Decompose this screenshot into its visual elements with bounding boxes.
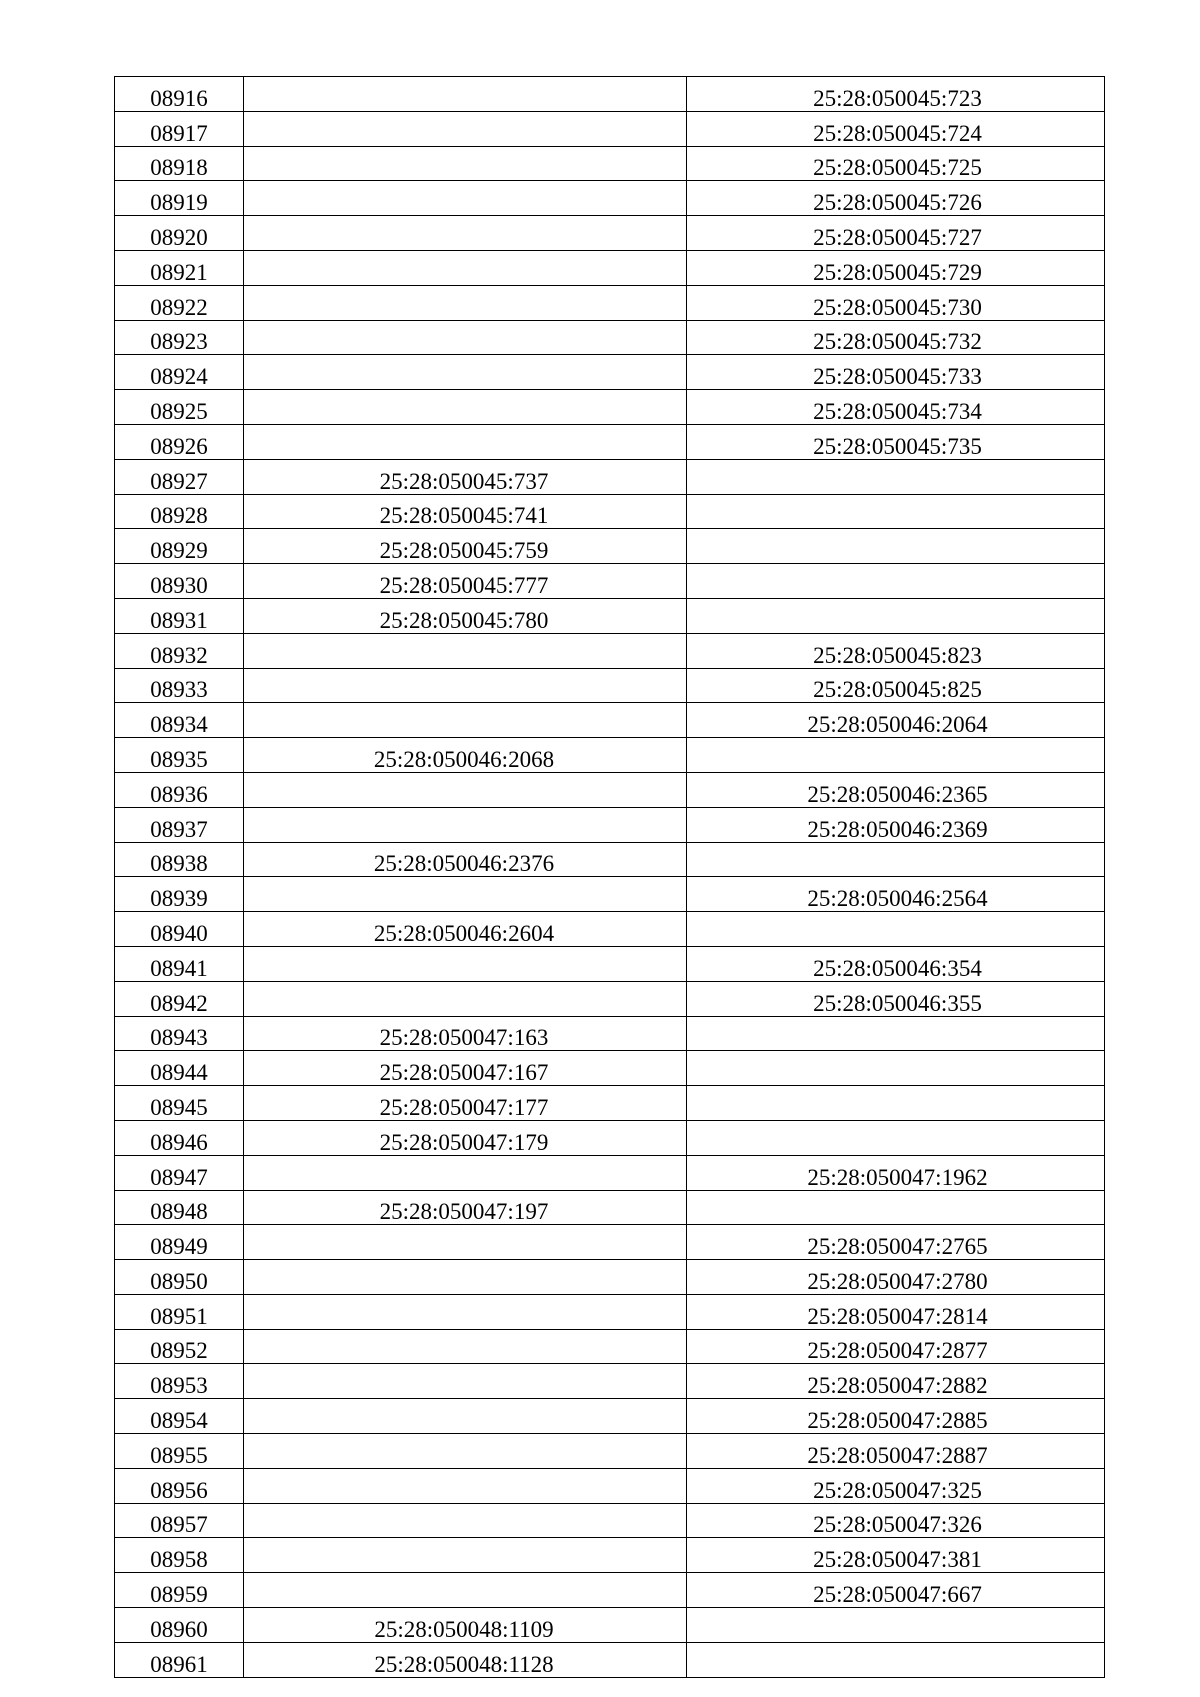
- row-number-cell: 08959: [115, 1573, 244, 1608]
- table-row: [115, 1608, 1105, 1643]
- row-number-cell: 08943: [115, 1016, 244, 1051]
- row-number-cell: 08922: [115, 285, 244, 320]
- table-row: [115, 1225, 1105, 1260]
- table-row: [115, 494, 1105, 529]
- cadastral-number-cell-b: 25:28:050047:2882: [687, 1364, 1105, 1399]
- table-row: [115, 946, 1105, 981]
- cadastral-number-cell-a: [244, 1573, 687, 1608]
- cadastral-number-cell-b: 25:28:050047:381: [687, 1538, 1105, 1573]
- cadastral-number-cell-a: [244, 946, 687, 981]
- row-number-cell: 08930: [115, 564, 244, 599]
- row-number-cell: 08932: [115, 633, 244, 668]
- table-row: [115, 772, 1105, 807]
- table-row: [115, 390, 1105, 425]
- table-row: [115, 668, 1105, 703]
- cadastral-number-cell-b: 25:28:050046:2564: [687, 877, 1105, 912]
- table-row: [115, 1503, 1105, 1538]
- cadastral-number-cell-b: [687, 1120, 1105, 1155]
- cadastral-number-cell-a: [244, 320, 687, 355]
- table-row: [115, 981, 1105, 1016]
- cadastral-number-table: [114, 76, 1105, 1678]
- table-row: [115, 1155, 1105, 1190]
- table-row: [115, 738, 1105, 773]
- cadastral-number-cell-a: [244, 1294, 687, 1329]
- cadastral-number-cell-a: [244, 216, 687, 251]
- cadastral-number-cell-b: 25:28:050046:2365: [687, 772, 1105, 807]
- row-number-cell: 08956: [115, 1468, 244, 1503]
- row-number-cell: 08938: [115, 842, 244, 877]
- row-number-cell: 08946: [115, 1120, 244, 1155]
- cadastral-number-cell-a: [244, 772, 687, 807]
- cadastral-number-cell-a: 25:28:050047:163: [244, 1016, 687, 1051]
- table-row: [115, 1538, 1105, 1573]
- cadastral-number-cell-b: 25:28:050045:823: [687, 633, 1105, 668]
- cadastral-number-cell-a: [244, 1399, 687, 1434]
- row-number-cell: 08917: [115, 111, 244, 146]
- table-row: [115, 1573, 1105, 1608]
- table-row: [115, 1399, 1105, 1434]
- cadastral-number-cell-b: 25:28:050045:735: [687, 424, 1105, 459]
- cadastral-number-cell-a: 25:28:050048:1109: [244, 1608, 687, 1643]
- cadastral-number-cell-a: [244, 77, 687, 112]
- cadastral-number-cell-b: 25:28:050045:725: [687, 146, 1105, 181]
- row-number-cell: 08952: [115, 1329, 244, 1364]
- row-number-cell: 08931: [115, 598, 244, 633]
- cadastral-number-cell-b: [687, 1016, 1105, 1051]
- table-row: [115, 842, 1105, 877]
- row-number-cell: 08916: [115, 77, 244, 112]
- row-number-cell: 08921: [115, 250, 244, 285]
- cadastral-number-cell-b: 25:28:050047:326: [687, 1503, 1105, 1538]
- cadastral-number-cell-b: [687, 842, 1105, 877]
- table-row: [115, 564, 1105, 599]
- cadastral-number-cell-a: [244, 355, 687, 390]
- table-row: [115, 355, 1105, 390]
- row-number-cell: 08953: [115, 1364, 244, 1399]
- table-body: [115, 77, 1105, 1678]
- cadastral-number-cell-b: 25:28:050045:730: [687, 285, 1105, 320]
- cadastral-number-cell-b: 25:28:050045:727: [687, 216, 1105, 251]
- table-row: [115, 1086, 1105, 1121]
- cadastral-number-cell-a: 25:28:050048:1128: [244, 1642, 687, 1677]
- cadastral-number-cell-b: 25:28:050047:325: [687, 1468, 1105, 1503]
- cadastral-number-cell-b: 25:28:050047:1962: [687, 1155, 1105, 1190]
- table-row: [115, 1329, 1105, 1364]
- row-number-cell: 08958: [115, 1538, 244, 1573]
- cadastral-number-cell-a: [244, 1468, 687, 1503]
- cadastral-number-cell-b: [687, 1051, 1105, 1086]
- cadastral-number-cell-b: [687, 1086, 1105, 1121]
- cadastral-number-cell-b: 25:28:050045:723: [687, 77, 1105, 112]
- cadastral-number-cell-a: 25:28:050045:759: [244, 529, 687, 564]
- row-number-cell: 08929: [115, 529, 244, 564]
- row-number-cell: 08960: [115, 1608, 244, 1643]
- table-row: [115, 285, 1105, 320]
- table-row: [115, 181, 1105, 216]
- row-number-cell: 08951: [115, 1294, 244, 1329]
- cadastral-number-cell-a: 25:28:050046:2604: [244, 912, 687, 947]
- cadastral-number-cell-a: [244, 1225, 687, 1260]
- cadastral-number-cell-b: [687, 912, 1105, 947]
- cadastral-number-cell-b: 25:28:050046:2064: [687, 703, 1105, 738]
- cadastral-number-cell-a: [244, 1503, 687, 1538]
- cadastral-number-cell-b: [687, 564, 1105, 599]
- table-row: [115, 529, 1105, 564]
- row-number-cell: 08944: [115, 1051, 244, 1086]
- cadastral-number-cell-a: 25:28:050046:2376: [244, 842, 687, 877]
- row-number-cell: 08961: [115, 1642, 244, 1677]
- cadastral-number-cell-b: 25:28:050046:354: [687, 946, 1105, 981]
- cadastral-number-cell-a: [244, 633, 687, 668]
- cadastral-number-cell-a: [244, 111, 687, 146]
- row-number-cell: 08945: [115, 1086, 244, 1121]
- cadastral-number-cell-b: 25:28:050045:825: [687, 668, 1105, 703]
- cadastral-number-cell-b: 25:28:050045:726: [687, 181, 1105, 216]
- table-row: [115, 1120, 1105, 1155]
- row-number-cell: 08934: [115, 703, 244, 738]
- cadastral-number-cell-a: [244, 390, 687, 425]
- cadastral-number-cell-a: [244, 1329, 687, 1364]
- table-row: [115, 250, 1105, 285]
- cadastral-number-cell-a: 25:28:050046:2068: [244, 738, 687, 773]
- cadastral-number-cell-a: [244, 1538, 687, 1573]
- table-row: [115, 1468, 1105, 1503]
- row-number-cell: 08942: [115, 981, 244, 1016]
- cadastral-number-cell-a: [244, 285, 687, 320]
- cadastral-number-cell-b: 25:28:050047:2877: [687, 1329, 1105, 1364]
- table-row: [115, 598, 1105, 633]
- row-number-cell: 08954: [115, 1399, 244, 1434]
- cadastral-number-cell-b: 25:28:050045:733: [687, 355, 1105, 390]
- cadastral-number-cell-a: [244, 981, 687, 1016]
- cadastral-number-cell-b: [687, 494, 1105, 529]
- table-row: [115, 703, 1105, 738]
- table-row: [115, 77, 1105, 112]
- row-number-cell: 08919: [115, 181, 244, 216]
- cadastral-number-cell-b: 25:28:050045:724: [687, 111, 1105, 146]
- cadastral-number-cell-a: [244, 424, 687, 459]
- cadastral-number-cell-b: [687, 459, 1105, 494]
- cadastral-number-cell-b: 25:28:050047:2814: [687, 1294, 1105, 1329]
- row-number-cell: 08935: [115, 738, 244, 773]
- cadastral-number-cell-b: [687, 598, 1105, 633]
- cadastral-number-cell-b: 25:28:050045:729: [687, 250, 1105, 285]
- cadastral-number-cell-a: [244, 181, 687, 216]
- row-number-cell: 08937: [115, 807, 244, 842]
- row-number-cell: 08925: [115, 390, 244, 425]
- cadastral-number-cell-b: 25:28:050047:2765: [687, 1225, 1105, 1260]
- table-row: [115, 1190, 1105, 1225]
- row-number-cell: 08936: [115, 772, 244, 807]
- cadastral-number-cell-a: [244, 250, 687, 285]
- table-row: [115, 1016, 1105, 1051]
- cadastral-number-cell-a: 25:28:050047:179: [244, 1120, 687, 1155]
- row-number-cell: 08933: [115, 668, 244, 703]
- table-row: [115, 216, 1105, 251]
- table-row: [115, 320, 1105, 355]
- table-row: [115, 111, 1105, 146]
- row-number-cell: 08923: [115, 320, 244, 355]
- table-row: [115, 1294, 1105, 1329]
- cadastral-number-cell-a: [244, 668, 687, 703]
- cadastral-number-cell-b: 25:28:050047:2887: [687, 1434, 1105, 1469]
- cadastral-number-cell-a: 25:28:050047:177: [244, 1086, 687, 1121]
- cadastral-number-cell-a: [244, 146, 687, 181]
- row-number-cell: 08939: [115, 877, 244, 912]
- table-row: [115, 1434, 1105, 1469]
- row-number-cell: 08918: [115, 146, 244, 181]
- cadastral-number-cell-b: [687, 738, 1105, 773]
- row-number-cell: 08955: [115, 1434, 244, 1469]
- table-row: [115, 877, 1105, 912]
- cadastral-number-cell-a: 25:28:050045:737: [244, 459, 687, 494]
- table-row: [115, 807, 1105, 842]
- row-number-cell: 08927: [115, 459, 244, 494]
- table-row: [115, 424, 1105, 459]
- cadastral-number-cell-b: 25:28:050047:2885: [687, 1399, 1105, 1434]
- row-number-cell: 08928: [115, 494, 244, 529]
- table-row: [115, 1642, 1105, 1677]
- cadastral-number-cell-a: [244, 1260, 687, 1295]
- row-number-cell: 08950: [115, 1260, 244, 1295]
- table-row: [115, 912, 1105, 947]
- cadastral-number-cell-a: 25:28:050047:197: [244, 1190, 687, 1225]
- cadastral-number-cell-b: 25:28:050047:2780: [687, 1260, 1105, 1295]
- cadastral-number-cell-a: 25:28:050045:780: [244, 598, 687, 633]
- row-number-cell: 08957: [115, 1503, 244, 1538]
- table-row: [115, 1364, 1105, 1399]
- row-number-cell: 08947: [115, 1155, 244, 1190]
- cadastral-number-cell-b: 25:28:050045:734: [687, 390, 1105, 425]
- row-number-cell: 08940: [115, 912, 244, 947]
- table-row: [115, 633, 1105, 668]
- cadastral-number-cell-a: [244, 877, 687, 912]
- cadastral-number-cell-b: [687, 1190, 1105, 1225]
- cadastral-number-cell-a: 25:28:050047:167: [244, 1051, 687, 1086]
- cadastral-number-cell-a: [244, 1434, 687, 1469]
- cadastral-number-cell-b: 25:28:050045:732: [687, 320, 1105, 355]
- table-row: [115, 1051, 1105, 1086]
- table-row: [115, 459, 1105, 494]
- cadastral-number-cell-b: [687, 1608, 1105, 1643]
- cadastral-number-cell-b: 25:28:050047:667: [687, 1573, 1105, 1608]
- cadastral-number-cell-a: [244, 703, 687, 738]
- cadastral-number-cell-b: [687, 1642, 1105, 1677]
- row-number-cell: 08924: [115, 355, 244, 390]
- row-number-cell: 08920: [115, 216, 244, 251]
- cadastral-number-cell-a: [244, 1155, 687, 1190]
- table-row: [115, 146, 1105, 181]
- cadastral-number-cell-b: [687, 529, 1105, 564]
- cadastral-number-cell-a: 25:28:050045:777: [244, 564, 687, 599]
- cadastral-number-cell-a: 25:28:050045:741: [244, 494, 687, 529]
- row-number-cell: 08941: [115, 946, 244, 981]
- row-number-cell: 08926: [115, 424, 244, 459]
- cadastral-number-cell-b: 25:28:050046:355: [687, 981, 1105, 1016]
- cadastral-number-cell-a: [244, 1364, 687, 1399]
- row-number-cell: 08948: [115, 1190, 244, 1225]
- table-row: [115, 1260, 1105, 1295]
- row-number-cell: 08949: [115, 1225, 244, 1260]
- cadastral-number-cell-b: 25:28:050046:2369: [687, 807, 1105, 842]
- cadastral-number-cell-a: [244, 807, 687, 842]
